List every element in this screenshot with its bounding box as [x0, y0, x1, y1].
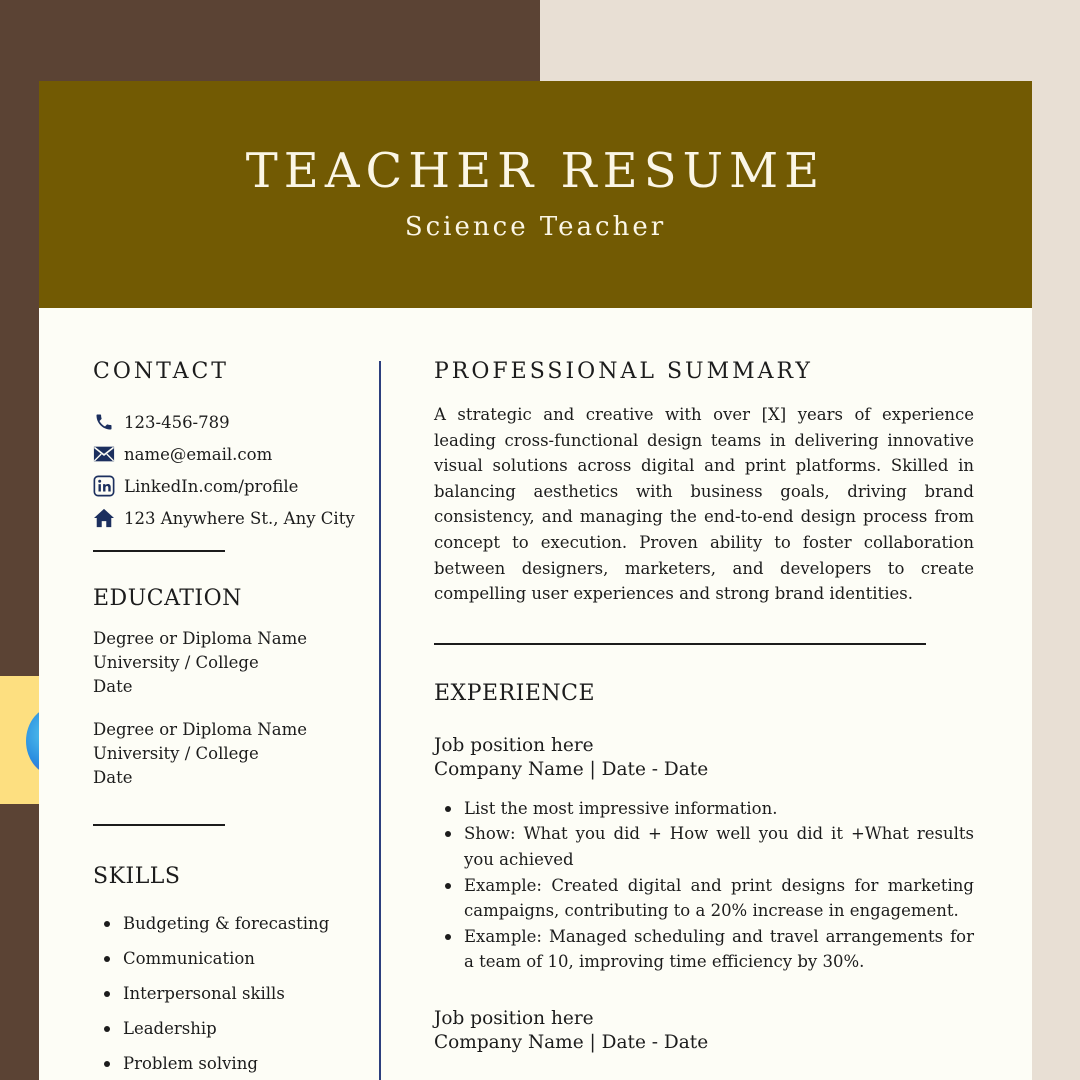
job-position: Job position here	[434, 1007, 594, 1029]
skills-heading: SKILLS	[93, 864, 181, 889]
contact-phone	[93, 406, 373, 438]
experience-job	[434, 1007, 974, 1055]
job-bullet: Example: Managed scheduling and travel arrangements for a team of 10, improving time efficiency by 30%.	[434, 924, 974, 975]
job-company: Company Name | Date - Date	[434, 1031, 709, 1053]
skill-item: Communication	[93, 948, 373, 983]
job-bullet: Show: What you did + How well you did it +What results you achieved	[434, 821, 974, 872]
job-bullets	[434, 796, 974, 975]
resume-subtitle: Science Teacher	[404, 212, 667, 242]
left-column	[93, 359, 373, 1080]
education-school: University / College	[93, 744, 259, 763]
contact-linkedin-text: LinkedIn.com/profile	[124, 476, 299, 496]
experience-job	[434, 734, 974, 975]
skill-item: Interpersonal skills	[93, 983, 373, 1018]
contact-address	[93, 502, 373, 534]
education-school: University / College	[93, 653, 259, 672]
contact-email	[93, 438, 373, 470]
home-icon	[93, 507, 115, 529]
resume-header	[39, 81, 1032, 308]
education-date: Date	[93, 677, 133, 696]
side-accent-tab	[0, 676, 40, 804]
contact-list	[93, 406, 373, 534]
contact-phone-text: 123-456-789	[124, 412, 230, 432]
education-date: Date	[93, 768, 133, 787]
phone-icon	[93, 411, 115, 433]
job-company: Company Name | Date - Date	[434, 758, 709, 780]
skills-list	[93, 913, 373, 1080]
right-column	[434, 359, 974, 1055]
skill-item: Leadership	[93, 1018, 373, 1053]
contact-email-text: name@email.com	[124, 444, 273, 464]
education-degree: Degree or Diploma Name	[93, 720, 307, 739]
skill-item: Budgeting & forecasting	[93, 913, 373, 948]
education-entry	[93, 718, 373, 790]
job-bullet: List the most impressive information.	[434, 796, 974, 822]
education-degree: Degree or Diploma Name	[93, 629, 307, 648]
linkedin-icon	[93, 475, 115, 497]
resume-sheet	[39, 81, 1032, 1080]
job-bullet: Example: Created digital and print designs for marketing campaigns, contributing to a 20% increase in engagement.	[434, 873, 974, 924]
education-heading: EDUCATION	[93, 586, 242, 611]
summary-text: A strategic and creative with over [X] years of experience leading cross-functional design teams in delivering innovative visual solutions across digital and print platforms. Skilled in balancing aesthetics with business goals, driving brand consistency, and managing the end-to-end design process from concept to execution. Proven ability to foster collaboration between designers, marketers, and developers to create compelling user experiences and strong brand identities.	[434, 405, 974, 604]
contact-linkedin	[93, 470, 373, 502]
contact-divider	[93, 550, 225, 552]
skill-item: Problem solving	[93, 1053, 373, 1080]
education-divider	[93, 824, 225, 826]
summary-heading: PROFESSIONAL SUMMARY	[434, 359, 813, 384]
column-divider	[379, 361, 381, 1080]
email-icon	[93, 443, 115, 465]
education-entry	[93, 627, 373, 699]
contact-heading: CONTACT	[93, 359, 229, 384]
summary-divider	[434, 643, 926, 645]
job-position: Job position here	[434, 734, 594, 756]
side-logo-circle	[26, 706, 40, 776]
experience-heading: EXPERIENCE	[434, 680, 596, 706]
resume-title: TEACHER RESUME	[245, 143, 826, 199]
contact-address-text: 123 Anywhere St., Any City	[124, 508, 355, 528]
